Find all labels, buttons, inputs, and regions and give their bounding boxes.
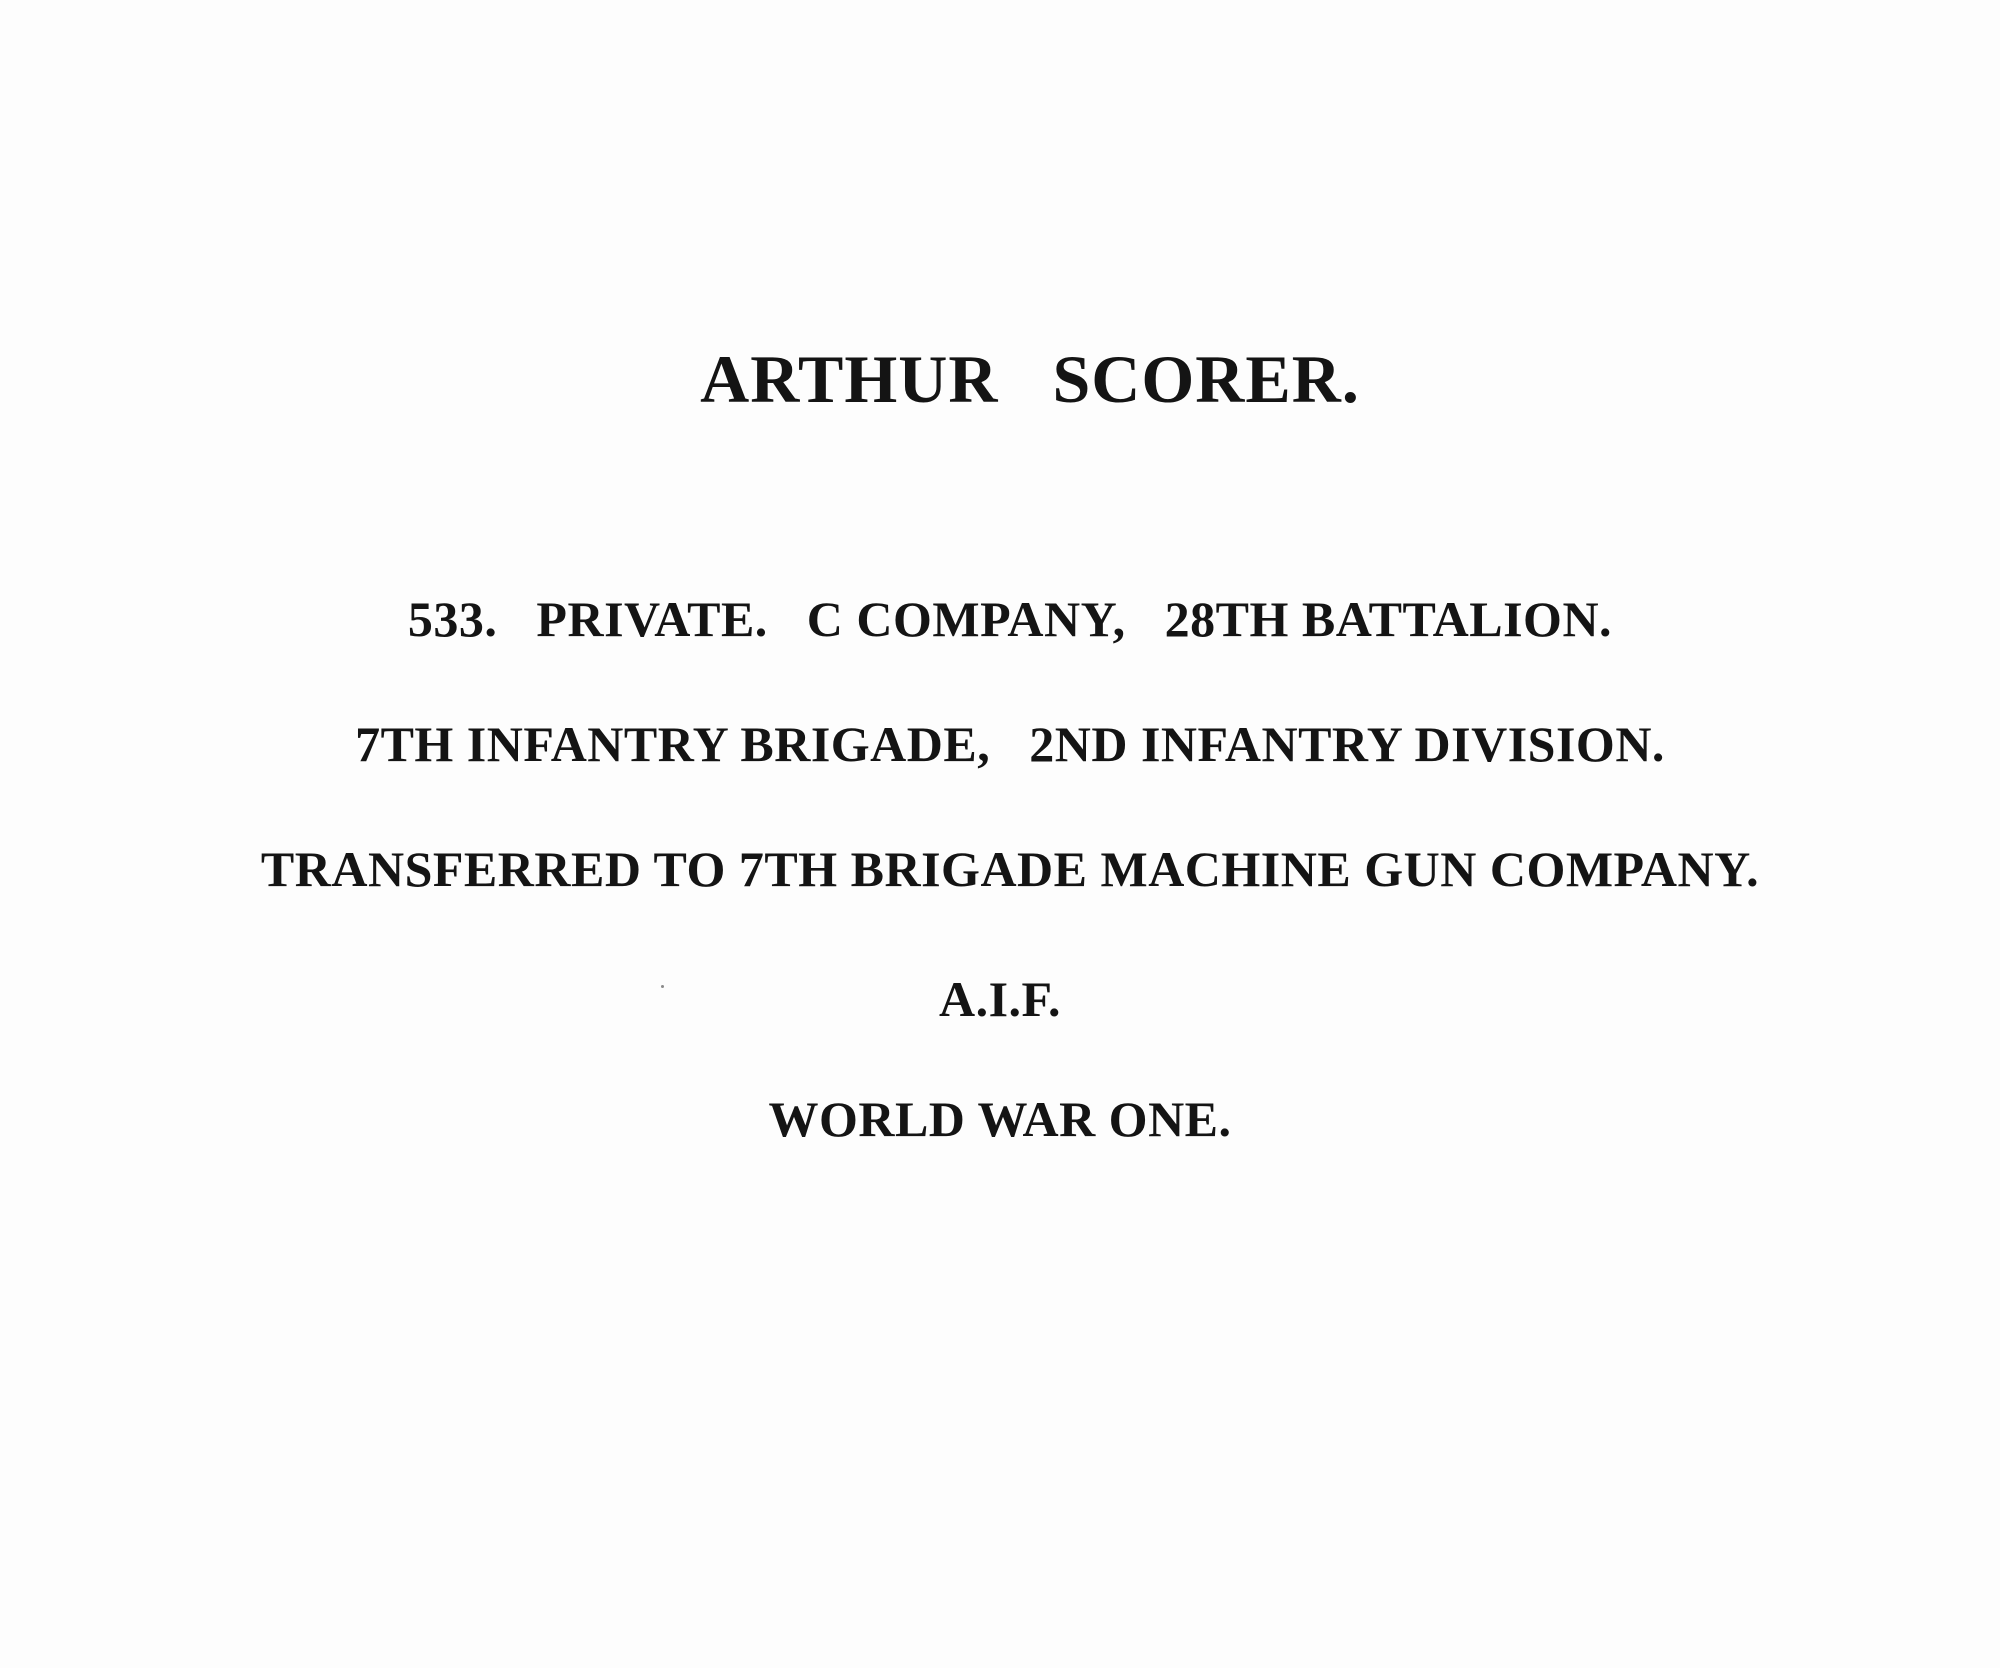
- force-line: A.I.F.: [938, 971, 1062, 1027]
- document-title: ARTHUR SCORER.: [700, 341, 1360, 417]
- service-line: 533. PRIVATE. C COMPANY, 28TH BATTALION.: [407, 591, 1613, 647]
- paper-speck: [661, 985, 664, 988]
- brigade-division-line: 7TH INFANTRY BRIGADE, 2ND INFANTRY DIVISION.: [355, 716, 1665, 772]
- transfer-line: TRANSFERRED TO 7TH BRIGADE MACHINE GUN COMPANY.: [260, 841, 1760, 897]
- war-line: WORLD WAR ONE.: [768, 1091, 1232, 1147]
